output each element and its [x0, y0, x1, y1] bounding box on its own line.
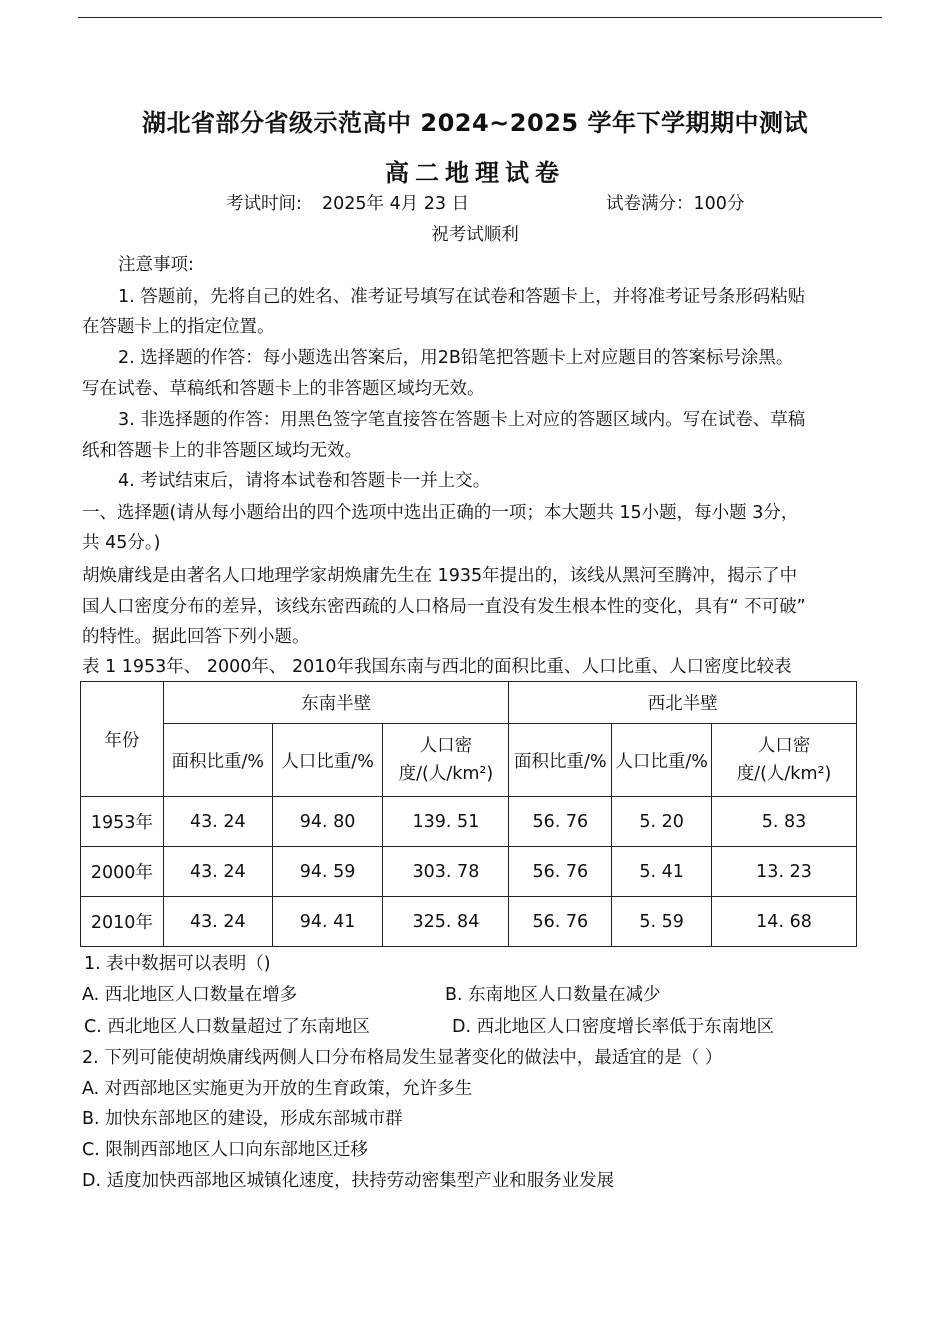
exam-date: 2025年 4月 23 日 — [322, 194, 470, 214]
q1-option-a: A. 西北地区人口数量在增多 — [82, 985, 298, 1005]
table-cell: 94. 41 — [272, 897, 383, 947]
table-caption: 表 1 1953年、 2000年、 2010年我国东南与西北的面积比重、人口比重、人口密度比较表 — [82, 657, 792, 677]
table-row — [81, 797, 857, 847]
q1-option-b: B. 东南地区人口数量在减少 — [445, 985, 661, 1005]
col-header: 人口比重/% — [272, 724, 383, 797]
notes-heading: 注意事项: — [118, 255, 194, 275]
note-1-line-1: 1. 答题前，先将自己的姓名、准考证号填写在试卷和答题卡上，并将准考证号条形码粘贴 — [118, 287, 806, 307]
table-row — [81, 847, 857, 897]
col-header: 人口密度/(人/km²) — [712, 724, 857, 797]
year-header: 年份 — [81, 682, 164, 797]
question-2-stem: 2. 下列可能使胡焕庸线两侧人口分布格局发生显著变化的做法中，最适宜的是（ ） — [82, 1048, 723, 1068]
table-column-header-row — [81, 724, 857, 797]
table-cell: 303. 78 — [383, 847, 509, 897]
col-header: 面积比重/% — [509, 724, 612, 797]
question-1-stem: 1. 表中数据可以表明（) — [84, 954, 271, 974]
top-rule — [78, 17, 882, 18]
year-cell: 2010年 — [81, 897, 164, 947]
passage-line-3: 的特性。据此回答下列小题。 — [82, 627, 310, 647]
exam-title: 湖北省部分省级示范高中 2024~2025 学年下学期期中测试 — [142, 109, 808, 137]
table-cell: 94. 80 — [272, 797, 383, 847]
table-cell: 43. 24 — [163, 797, 272, 847]
q2-option-b: B. 加快东部地区的建设，形成东部城市群 — [82, 1109, 403, 1129]
table-cell: 14. 68 — [712, 897, 857, 947]
table-cell: 56. 76 — [509, 797, 612, 847]
good-luck: 祝考试顺利 — [431, 225, 519, 245]
note-2-line-2: 写在试卷、草稿纸和答题卡上的非答题区域均无效。 — [82, 379, 485, 399]
q2-option-a: A. 对西部地区实施更为开放的生育政策，允许多生 — [82, 1079, 473, 1099]
section-1-line-1: 一、选择题(请从每小题给出的四个选项中选出正确的一项；本大题共 15小题，每小题 3分， — [82, 503, 799, 523]
year-cell: 1953年 — [81, 797, 164, 847]
group-northwest: 西北半壁 — [509, 682, 857, 724]
exam-time-label: 考试时间: — [226, 194, 302, 214]
note-3-line-1: 3. 非选择题的作答：用黑色签字笔直接答在答题卡上对应的答题区域内。写在试卷、草稿 — [118, 410, 806, 430]
table-cell: 43. 24 — [163, 847, 272, 897]
q1-option-c: C. 西北地区人口数量超过了东南地区 — [84, 1017, 370, 1037]
note-4: 4. 考试结束后，请将本试卷和答题卡一并上交。 — [118, 471, 491, 491]
table-cell: 43. 24 — [163, 897, 272, 947]
q2-option-d: D. 适度加快西部地区城镇化速度，扶持劳动密集型产业和服务业发展 — [82, 1171, 615, 1191]
q2-option-c: C. 限制西部地区人口向东部地区迁移 — [82, 1140, 368, 1160]
table-group-header-row — [81, 682, 857, 724]
full-score: 试卷满分：100分 — [606, 194, 745, 214]
table-cell: 5. 41 — [612, 847, 712, 897]
col-header: 人口比重/% — [612, 724, 712, 797]
passage-line-1: 胡焕庸线是由著名人口地理学家胡焕庸先生在 1935年提出的，该线从黑河至腾冲，揭示了中 — [82, 566, 798, 586]
section-1-line-2: 共 45分。) — [82, 533, 161, 553]
col-header: 面积比重/% — [163, 724, 272, 797]
table-cell: 139. 51 — [383, 797, 509, 847]
table-cell: 13. 23 — [712, 847, 857, 897]
note-2-line-1: 2. 选择题的作答：每小题选出答案后，用2B铅笔把答题卡上对应题目的答案标号涂黑。 — [118, 348, 794, 368]
table-cell: 5. 83 — [712, 797, 857, 847]
table-cell: 94. 59 — [272, 847, 383, 897]
year-cell: 2000年 — [81, 847, 164, 897]
table-cell: 56. 76 — [509, 897, 612, 947]
table-cell: 56. 76 — [509, 847, 612, 897]
col-header: 人口密度/(人/km²) — [383, 724, 509, 797]
paper-subtitle: 高二地理试卷 — [385, 159, 565, 187]
comparison-table — [80, 681, 857, 947]
note-3-line-2: 纸和答题卡上的非答题区域均无效。 — [82, 441, 362, 461]
note-1-line-2: 在答题卡上的指定位置。 — [82, 317, 275, 337]
q1-option-d: D. 西北地区人口密度增长率低于东南地区 — [452, 1017, 775, 1037]
table-row — [81, 897, 857, 947]
group-southeast: 东南半壁 — [163, 682, 509, 724]
table-cell: 5. 20 — [612, 797, 712, 847]
passage-line-2: 国人口密度分布的差异，该线东密西疏的人口格局一直没有发生根本性的变化，具有“ 不可破” — [82, 597, 806, 617]
table-cell: 325. 84 — [383, 897, 509, 947]
table-cell: 5. 59 — [612, 897, 712, 947]
